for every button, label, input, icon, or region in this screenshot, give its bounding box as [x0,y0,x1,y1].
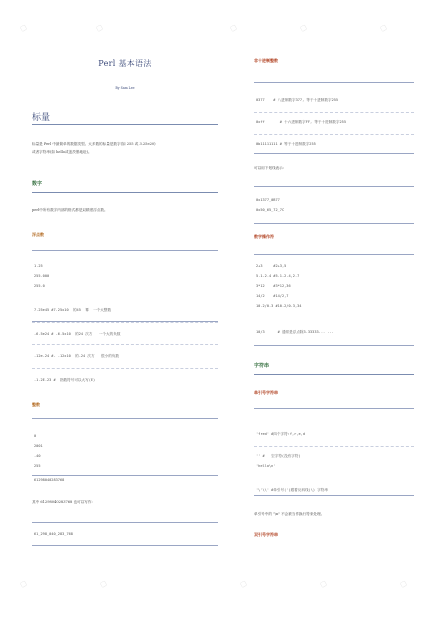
nondec-u2: 0x50_65_72_7C [256,208,285,212]
float-line-1: 1.25 [34,264,43,268]
single-2: '' # 空字符(没有字符) [256,454,301,458]
separator [32,368,218,369]
single-4: '\'\\' #单引号(')跟着反斜线(\) 字符串 [256,488,328,492]
ops-6: 10/3 # 通常是浮点除3.33333... ... [256,330,334,334]
separator [32,344,218,345]
float-example-3: -12e-24 #- -12x10 的-24 次方 很小的负数 [34,354,120,358]
ops-2: 5.1-2.4 #5.1-2.4,2.7 [256,274,300,278]
single-code-block [254,408,414,496]
heading-string: 字符串 [254,363,270,369]
int-underscore: 61_298_040_283_768 [34,532,73,536]
author-line: By Sam Lee [115,86,135,90]
heading-single: 单引号字符串 [254,390,278,395]
int-line-2: 2001 [34,444,43,448]
heading-float: 浮点数 [32,232,44,237]
watermark-mark: ▢ [98,578,109,590]
int-text: 其中 61298040283768 也可以写作: [32,500,93,504]
single-text: 单引号中的 "\n" 不会被当作换行符来处理。 [254,512,325,516]
float-line-3: 255.0 [34,284,45,288]
heading-int: 整数 [32,402,40,407]
separator [254,112,414,113]
int-code-block [32,418,218,476]
nondec-3: 0b11111111 # 等于十进制数字255 [256,142,316,146]
watermark-mark: ▢ [18,578,29,590]
heading-double: 双引号字符串 [254,532,278,537]
watermark-mark: ▢ [238,578,249,590]
divider [32,124,218,125]
single-3: 'hello\n' [256,464,276,468]
watermark-mark: ▢ [228,22,239,34]
divider [32,192,218,193]
ops-3: 3*12 #3*12,36 [256,284,291,288]
separator [254,134,414,135]
number-text: perl中所有数字内部的格式都是双精度浮点数。 [32,208,108,212]
int-line-3: -40 [34,454,41,458]
page-title: Perl 基本语法 [98,59,152,68]
nondec-u1: 0x1377_0B77 [256,198,280,202]
watermark-mark: ▢ [298,22,309,34]
float-example-2: -6.5e24 # -6.5x10 的24 次方 一个大的负数 [34,332,121,336]
float-example-1: 7.25e45 #7.25x10 的45 幂 一个大整数 [34,308,112,312]
divider [254,374,414,375]
heading-ops: 数字操作符 [254,234,274,239]
nondec-1: 0377 # 八进制数字377, 等于十进制数字255 [256,98,339,102]
scalar-text-1: 标量是 Perl 中最简单的数据类型。大多数的标量是数字(如 255 或 3.25e20) [32,142,156,146]
scalar-text-2: 或者字符串(如 hello或盖茨堡地址)。 [32,150,92,154]
watermark-mark: ▢ [18,22,29,34]
nondec-2: 0xff # 十六进制数字FF, 等于十进制数字255 [256,120,346,124]
heading-nondec: 非十进制整数 [254,58,278,63]
single-1: 'fred' #四个字符:f,r,e,d [256,432,305,436]
int-line-1: 0 [34,434,37,438]
ops-5: 10.2/0.3 #10.2/0.3,34 [256,304,302,308]
heading-scalar: 标量 [32,113,51,123]
float-example-4: -1.2E-23 # 指数符号可以大写(E) [34,378,96,382]
separator [254,446,414,447]
int-big: 61298040283768 [34,478,65,482]
watermark-mark: ▢ [378,22,389,34]
watermark-mark: ▢ [318,578,329,590]
float-line-2: 255.000 [34,274,50,278]
heading-number: 数字 [32,181,43,187]
watermark-mark: ▢ [94,22,105,34]
int-line-4: 255 [34,464,41,468]
nondec-underscore-block [254,186,414,224]
separator [32,322,218,323]
watermark-mark: ▢ [398,578,409,590]
nondec-text: 可以用下划线表示: [254,166,284,170]
ops-4: 14/2 #14/2,7 [256,294,289,298]
ops-1: 2+3 #2+3,5 [256,264,287,268]
